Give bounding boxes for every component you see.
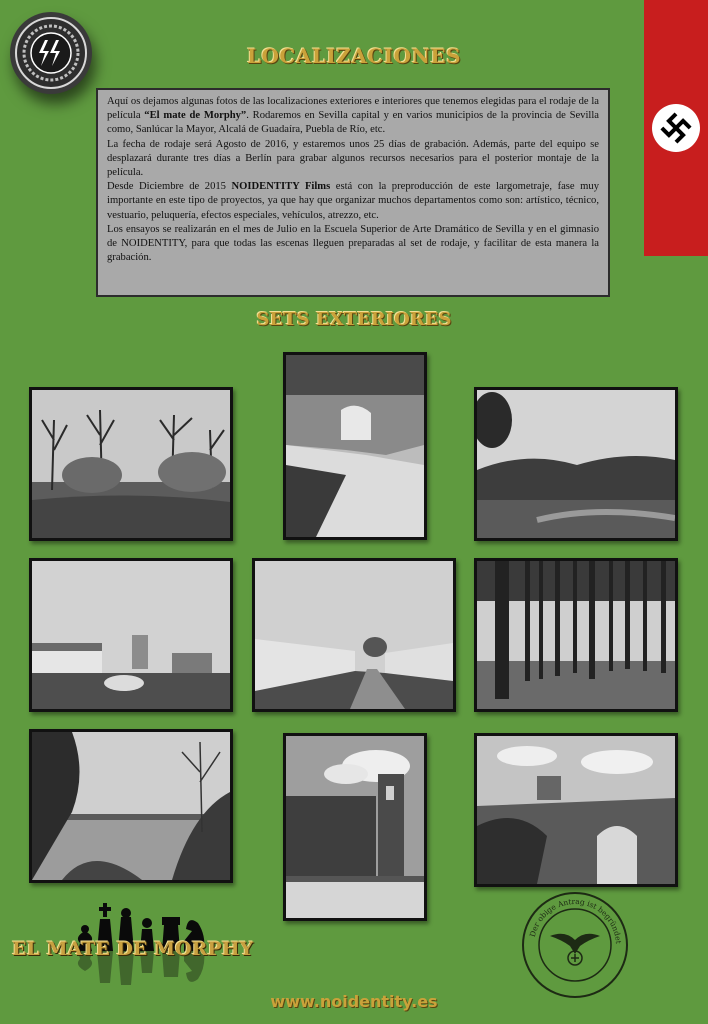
intro-text-box: [96, 88, 610, 297]
photo-monastery-tower: [283, 733, 427, 921]
intro-paragraph-2: La fecha de rodaje será Agosto de 2016, y estaremos unos 25 días de grabación. Además, parte del equipo se desplazará durante tres días a Berlín para grabar algunos recursos necesarios para el posterior montaje de la película.: [107, 138, 599, 179]
photo-ruined-arch: [474, 733, 678, 887]
eagle-stamp-icon: [520, 890, 630, 1000]
page-title: LOCALIZACIONES: [246, 44, 462, 68]
swastika-banner-icon: [652, 104, 700, 152]
intro-paragraph-4: Los ensayos se realizarán en el mes de Julio en la Escuela Superior de Arte Dramático de Sevilla y en el gimnasio de NOIDENTITY, para que todas las escenas lleguen preparadas al set de rodaje, y facilitar de esta manera la grabación.: [107, 223, 599, 264]
intro-paragraph-1: Aquí os dejamos algunas fotos de las localizaciones exteriores e interiores que tenemos elegidas para el rodaje de la película “El mate de Morphy”. Rodaremos en Sevilla capital y en varios municipios de la provincia de Sevilla como, Sanlúcar la Mayor, Alcalá de Guadaíra, Puebla de Río, etc.: [107, 96, 599, 136]
intro-paragraph-3: Desde Diciembre de 2015 NOIDENTITY Films está con la preproducción de este largometraje, fase muy importante en este tipo de proyectos, ya que hay que organizar muchos departamentos como son: artístico, técnico, vestuario, peluquería, efectos especiales, vehículos, atrezzo, etc.: [107, 181, 599, 221]
brand-title: EL MATE DE MORPHY: [12, 938, 254, 960]
photo-farm-buildings: [29, 558, 233, 712]
photo-pine-forest: [474, 558, 678, 712]
red-banner: [644, 0, 708, 256]
section-subtitle: SETS EXTERIORES: [256, 309, 452, 330]
photo-dirt-road: [252, 558, 456, 712]
photo-trees-path: [474, 387, 678, 541]
svg-text:Der obige Antrag ist begründet: Der obige Antrag ist begründet: [527, 896, 623, 945]
photo-stone-ruin: [283, 352, 427, 540]
photo-lake: [29, 729, 233, 883]
website-url[interactable]: www.noidentity.es: [270, 992, 438, 1011]
photo-bare-trees: [29, 387, 233, 541]
